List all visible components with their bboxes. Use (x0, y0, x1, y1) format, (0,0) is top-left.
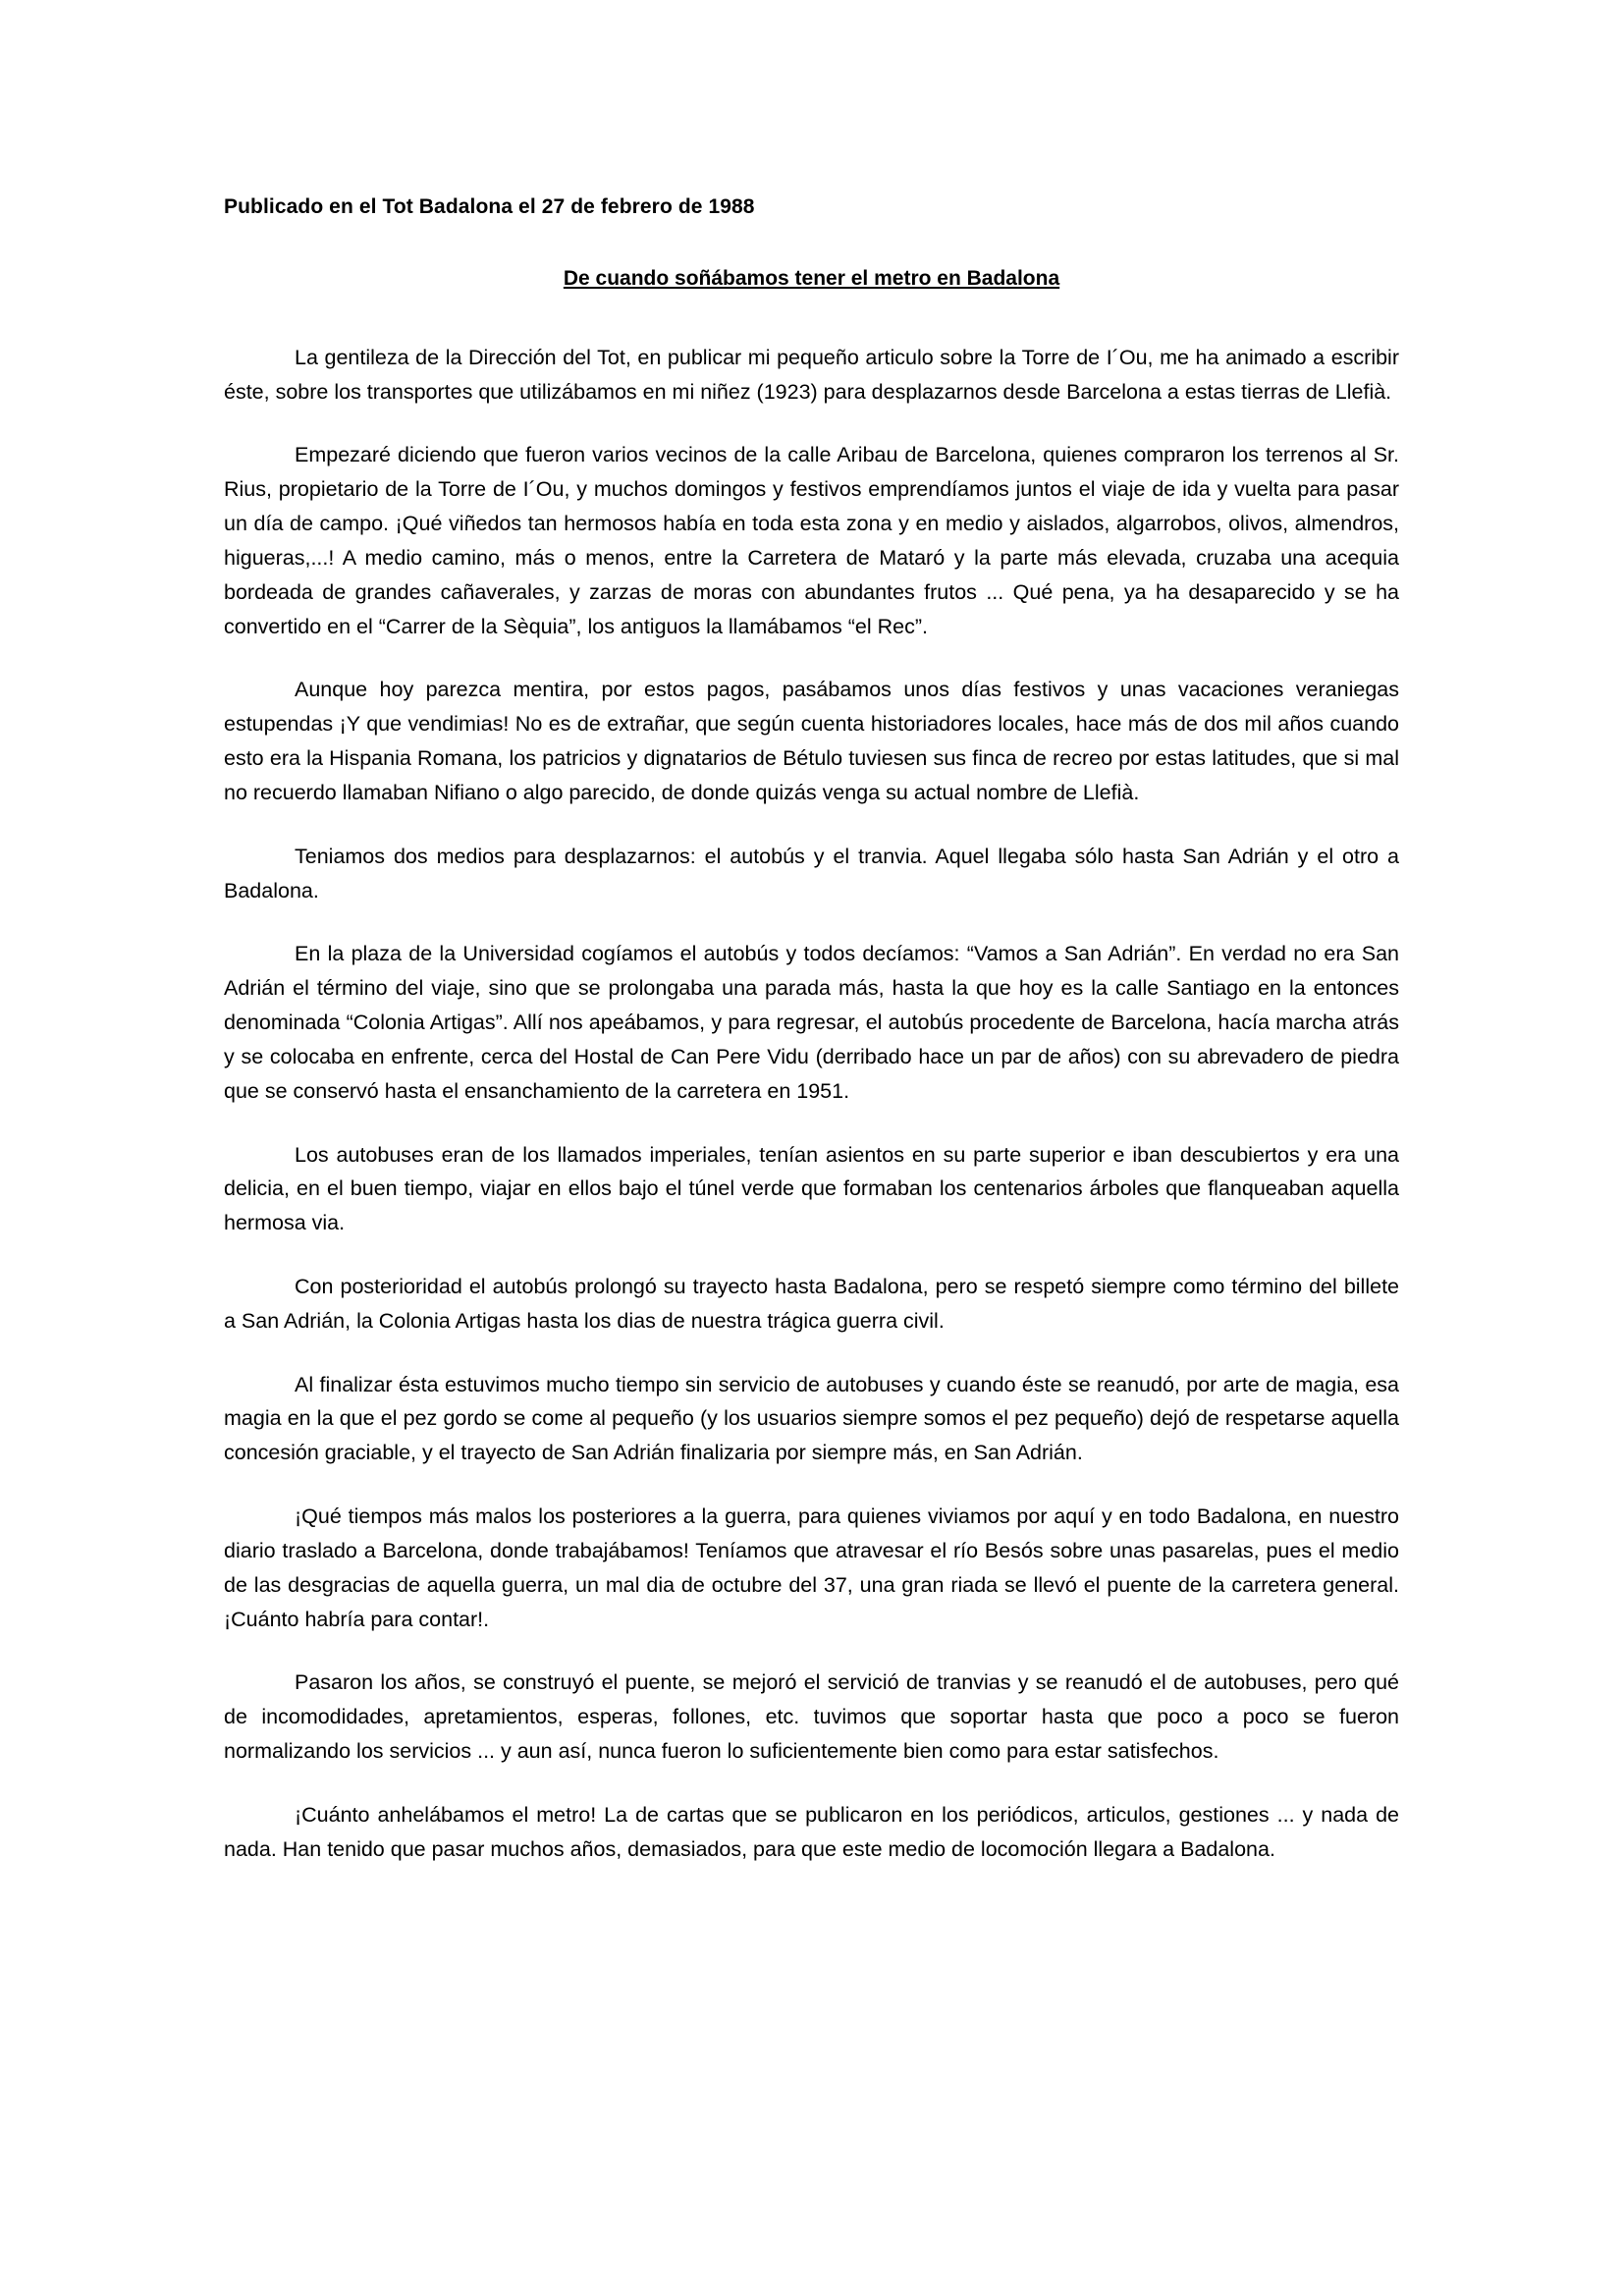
paragraph: En la plaza de la Universidad cogíamos el autobús y todos decíamos: “Vamos a San Adrián”. En verdad no era San Adrián el término del viaje, sino que se prolongaba una parada más, hasta la que hoy es la calle Santiago en la entonces denominada “Colonia Artigas”. Allí nos apeábamos, y para regresar, el autobús procedente de Barcelona, hacía marcha atrás y se colocaba en enfrente, cerca del Hostal de Can Pere Vidu (derribado hace un par de años) con su abrevadero de piedra que se conservó hasta el ensanchamiento de la carretera en 1951. (224, 942, 1399, 1103)
paragraph: Al finalizar ésta estuvimos mucho tiempo sin servicio de autobuses y cuando éste se reanudó, por arte de magia, esa magia en la que el pez gordo se come al pequeño (y los usuarios siempre somos el pez pequeño) dejó de respetarse aquella concesión graciable, y el trayecto de San Adrián finalizaria por siempre más, en San Adrián. (224, 1372, 1399, 1465)
paragraph: ¡Qué tiempos más malos los posteriores a la guerra, para quienes viviamos por aquí y en todo Badalona, en nuestro diario traslado a Barcelona, donde trabajábamos! Teníamos que atravesar el río Besós sobre unas pasarelas, pues el medio de las desgracias de aquella guerra, un mal dia de octubre del 37, una gran riada se llevó el puente de la carretera general. ¡Cuánto habría para contar!. (224, 1504, 1399, 1631)
paragraph: Empezaré diciendo que fueron varios vecinos de la calle Aribau de Barcelona, quienes compraron los terrenos al Sr. Rius, propietario de la Torre de I´Ou, y muchos domingos y festivos emprendíamos juntos el viaje de ida y vuelta para pasar un día de campo. ¡Qué viñedos tan hermosos había en toda esta zona y en medio y aislados, algarrobos, olivos, almendros, higueras,...! A medio camino, más o menos, entre la Carretera de Mataró y la parte más elevada, cruzaba una acequia bordeada de grandes cañaverales, y zarzas de moras con abundantes frutos ... Qué pena, ya ha desaparecido y se ha convertido en el “Carrer de la Sèquia”, los antiguos la llamábamos “el Rec”. (224, 443, 1399, 638)
document-header: Publicado en el Tot Badalona el 27 de febrero de 1988 (224, 195, 755, 218)
paragraph: Con posterioridad el autobús prolongó su trayecto hasta Badalona, pero se respetó siempre como término del billete a San Adrián, la Colonia Artigas hasta los dias de nuestra trágica guerra civil. (224, 1275, 1399, 1333)
paragraph: ¡Cuánto anhelábamos el metro! La de cartas que se publicaron en los periódicos, articulos, gestiones ... y nada de nada. Han tenido que pasar muchos años, demasiados, para que este medio de locomoción llegara a Badalona. (224, 1802, 1399, 1861)
document-body (224, 341, 1399, 1867)
paragraph: Teniamos dos medios para desplazarnos: el autobús y el tranvia. Aquel llegaba sólo hasta San Adrián y el otro a Badalona. (224, 844, 1399, 902)
paragraph: Pasaron los años, se construyó el puente, se mejoró el servició de tranvias y se reanudó el de autobuses, pero qué de incomodidades, apretamientos, esperas, follones, etc. tuvimos que soportar hasta que poco a poco se fueron normalizando los servicios ... y aun así, nunca fueron lo suficientemente bien como para estar satisfechos. (224, 1670, 1399, 1764)
paragraph: Los autobuses eran de los llamados imperiales, tenían asientos en su parte superior e iban descubiertos y era una delicia, en el buen tiempo, viajar en ellos bajo el túnel verde que formaban los centenarios árboles que flanqueaban aquella hermosa via. (224, 1142, 1399, 1235)
document-title: De cuando soñábamos tener el metro en Badalona (563, 267, 1060, 291)
paragraph: La gentileza de la Dirección del Tot, en publicar mi pequeño articulo sobre la Torre de I´Ou, me ha animado a escribir éste, sobre los transportes que utilizábamos en mi niñez (1923) para desplazarnos desde Barcelona a estas tierras de Llefià. (224, 345, 1399, 404)
paragraph: Aunque hoy parezca mentira, por estos pagos, pasábamos unos días festivos y unas vacaciones veraniegas estupendas ¡Y que vendimias! No es de extrañar, que según cuenta historiadores locales, hace más de dos mil años cuando esto era la Hispania Romana, los patricios y dignatarios de Bétulo tuviesen sus finca de recreo por estas latitudes, que si mal no recuerdo llamaban Nifiano o algo parecido, de donde quizás venga su actual nombre de Llefià. (224, 678, 1399, 804)
